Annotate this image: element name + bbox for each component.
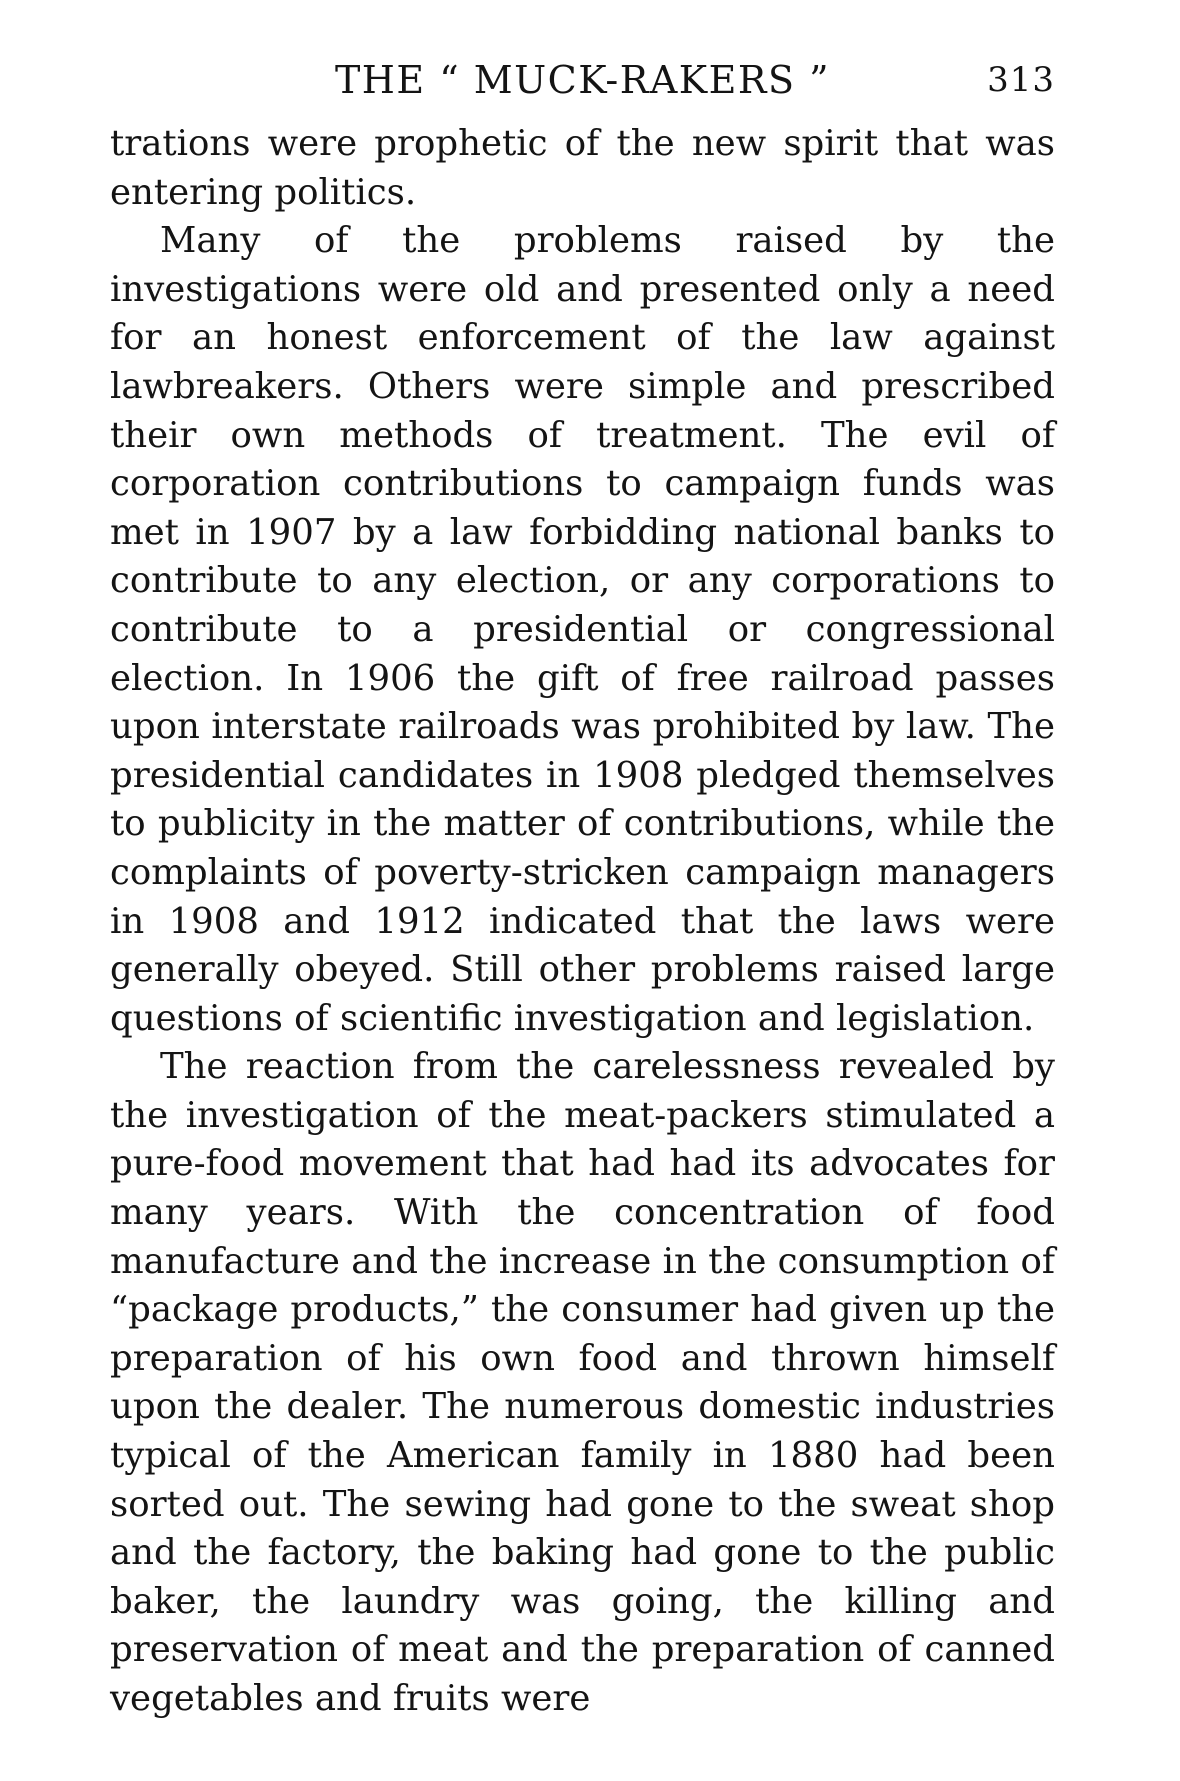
running-title: THE “ MUCK-RAKERS ” bbox=[334, 58, 831, 102]
paragraph-problems: Many of the problems raised by the investigations were old and presented only a need for an honest enforcement of the law against lawbreakers. Others were simple and prescribed their own methods of treatment. The evil of corporation contributions to campaign funds was met in 1907 by a law forbidding national banks to contribute to any election, or any corporations to contribute to a presidential or congressional election. In 1906 the gift of free railroad passes upon interstate railroads was prohibited by law. The presidential candidates in 1908 pledged themselves to publicity in the matter of contributions, while the complaints of poverty-stricken campaign managers in 1908 and 1912 indicated that the laws were generally obeyed. Still other problems raised large questions of scientific investigation and legislation. bbox=[110, 220, 1055, 1039]
running-head bbox=[110, 50, 1055, 110]
paragraph-continued: trations were prophetic of the new spirit that was entering politics. bbox=[110, 123, 1055, 213]
paragraph-pure-food: The reaction from the carelessness revealed by the investigation of the meat-packers stimulated a pure-food movement that had had its advocates for many years. With the concentration of food manufacture and the increase in the consumption of “package products,” the consumer had given up the preparation of his own food and thrown himself upon the dealer. The numerous domestic industries typical of the American family in 1880 had been sorted out. The sewing had gone to the sweat shop and the factory, the baking had gone to the public baker, the laundry was going, the killing and preservation of meat and the preparation of canned vegetables and fruits were bbox=[110, 1046, 1055, 1719]
body-text bbox=[110, 120, 1055, 1724]
page-number: 313 bbox=[987, 60, 1055, 100]
